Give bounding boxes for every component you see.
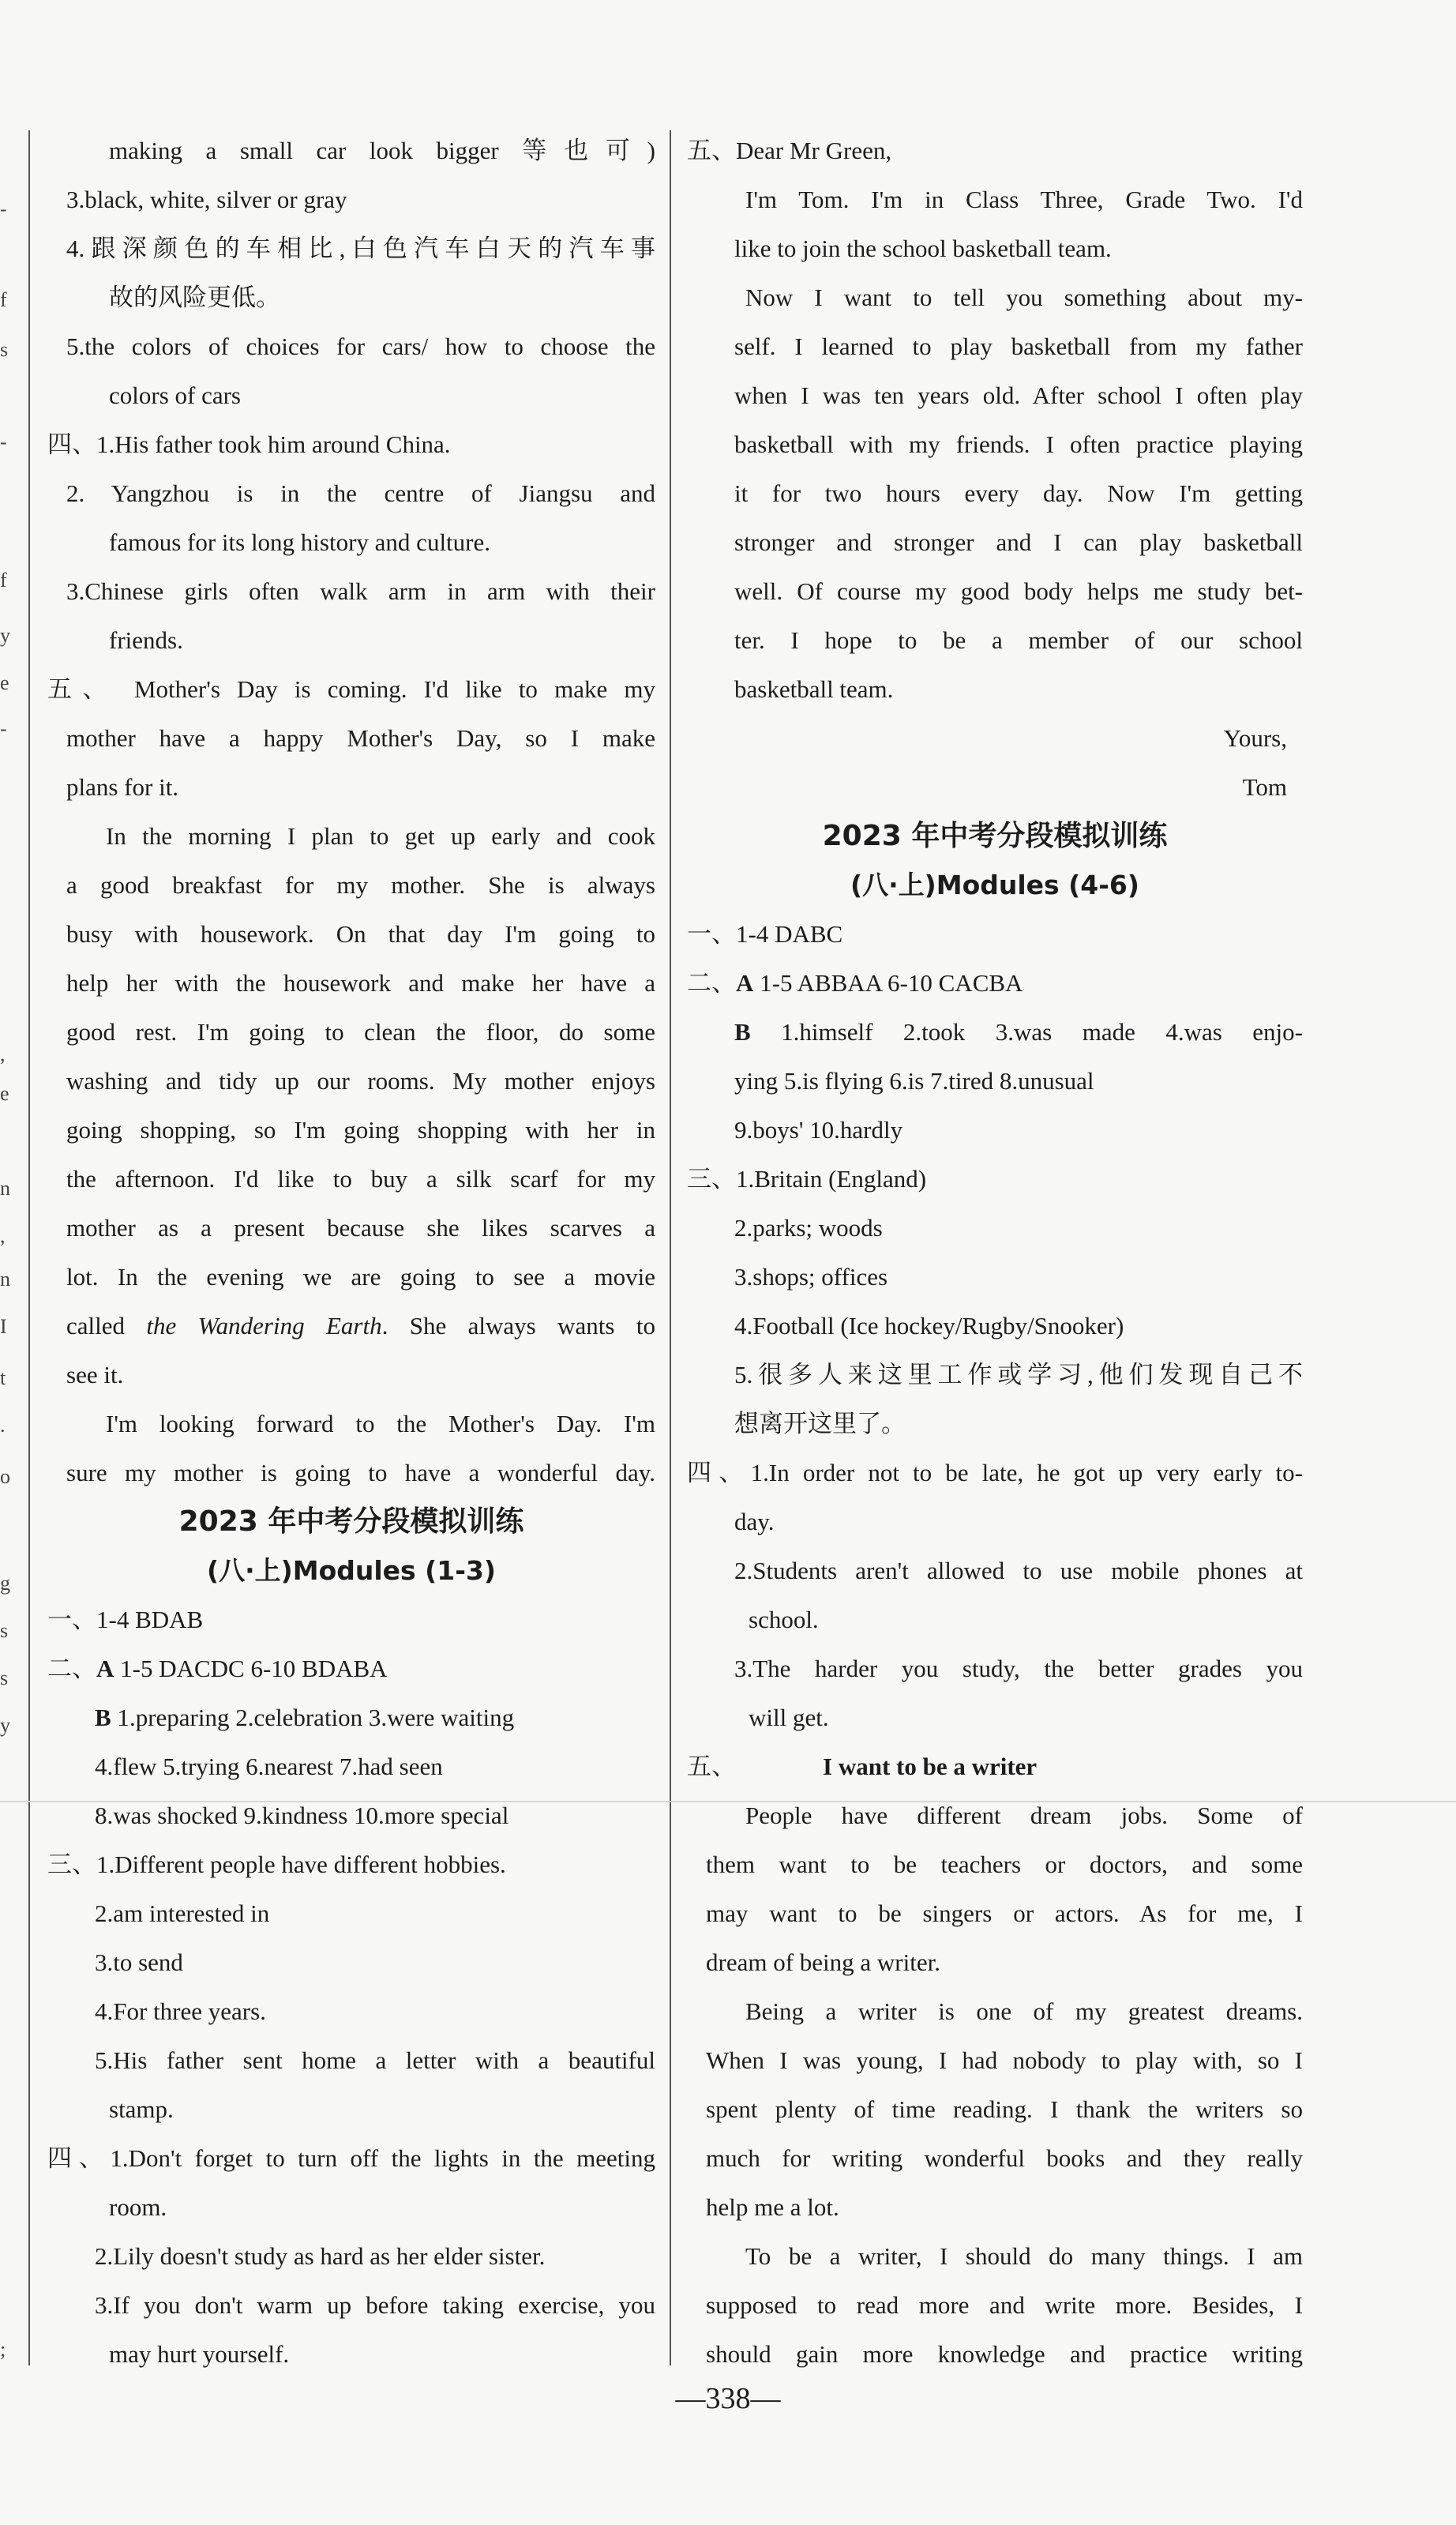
answer-line: 2.Students aren't allowed to use mobile phones at <box>734 1557 1303 1584</box>
answer-line: 一、1-4 BDAB <box>47 1606 204 1633</box>
left-margin-rule <box>28 130 30 2365</box>
answer-text: 1.himself 2.took 3.was made 4.was enjo- <box>750 1018 1303 1046</box>
essay-heading <box>687 1742 1303 1791</box>
left-column <box>47 126 655 2379</box>
margin-char: - <box>0 430 7 453</box>
text-line: 3.black, white, silver or gray <box>66 186 347 213</box>
section-number: 二、 <box>687 969 736 997</box>
essay-title: I want to be a writer <box>823 1753 1038 1780</box>
text-line: it for two hours every day. Now I'm getting <box>734 479 1303 507</box>
answer-line: 9.boys' 10.hardly <box>734 1116 903 1144</box>
margin-char: - <box>0 197 7 220</box>
text-line <box>47 1302 655 1351</box>
text-line: 五、 Mother's Day is coming. I'd like to make my <box>47 675 655 703</box>
page-number: —338— <box>675 2382 781 2415</box>
text-line: spent plenty of time reading. I thank the writers so <box>706 2095 1303 2123</box>
answer-line: room. <box>109 2193 167 2221</box>
text-line: 2. Yangzhou is in the centre of Jiangsu and <box>66 479 655 507</box>
margin-char: y <box>0 1714 10 1737</box>
text-line: well. Of course my good body helps me study bet- <box>734 577 1303 605</box>
section-subtitle: (八·上)Modules (1-3) <box>207 1555 496 1586</box>
text-line: plans for it. <box>66 773 179 801</box>
margin-char: - <box>0 717 7 740</box>
answer-line: 5.His father sent home a letter with a beautiful <box>95 2046 655 2074</box>
answer-line: 四、1.In order not to be late, he got up very early to- <box>687 1459 1303 1486</box>
text-line: when I was ten years old. After school I often play <box>734 381 1303 409</box>
text-line: Now I want to tell you something about my- <box>745 284 1303 311</box>
margin-char: . <box>0 1414 6 1437</box>
text-line: Being a writer is one of my greatest dreams. <box>745 1997 1303 2025</box>
text-line: To be a writer, I should do many things. I am <box>745 2242 1303 2270</box>
text-line: them want to be teachers or doctors, and some <box>706 1851 1303 1878</box>
text-line: sure my mother is going to have a wonderful day. <box>66 1459 655 1486</box>
text-line: mother have a happy Mother's Day, so I make <box>66 724 655 752</box>
text-line: People have different dream jobs. Some of <box>745 1802 1303 1829</box>
margin-char: s <box>0 338 9 361</box>
answer-line: 2.Lily doesn't study as hard as her elder sister. <box>95 2242 546 2270</box>
text-line: I'm looking forward to the Mother's Day. I'm <box>106 1410 655 1437</box>
text-line: dream of being a writer. <box>706 1948 940 1976</box>
right-column <box>687 126 1303 2379</box>
letter-closing: Yours, <box>1223 724 1287 752</box>
answer-line: 三、1.Different people have different hobbies. <box>47 1851 506 1878</box>
margin-char: I <box>0 1315 7 1338</box>
answer-line: 想离开这里了。 <box>734 1410 906 1437</box>
margin-char: t <box>0 1366 6 1389</box>
text-line: 4.跟深颜色的车相比,白色汽车白天的汽车事 <box>66 235 655 262</box>
answer-line <box>47 1693 655 1742</box>
part-label: A <box>96 1655 114 1682</box>
answer-line: 3.If you don't warm up before taking exercise, you <box>95 2291 655 2319</box>
column-divider <box>670 130 671 2365</box>
text-line: mother as a present because she likes scarves a <box>66 1214 655 1242</box>
answer-line: may hurt yourself. <box>109 2340 290 2368</box>
text-line: basketball with my friends. I often practice playing <box>734 430 1303 458</box>
answer-line <box>47 1644 655 1693</box>
text-line: ter. I hope to be a member of our school <box>734 626 1303 654</box>
margin-char: g <box>0 1572 10 1595</box>
text-line: supposed to read more and write more. Besides, I <box>706 2291 1303 2319</box>
text-line: self. I learned to play basketball from my father <box>734 333 1303 360</box>
text-line: busy with housework. On that day I'm going to <box>66 920 655 948</box>
section-title: 2023 年中考分段模拟训练 <box>178 1505 524 1538</box>
answer-text: 1-5 ABBAA 6-10 CACBA <box>753 969 1023 997</box>
part-label: A <box>736 969 754 997</box>
text-fragment: called <box>66 1312 147 1340</box>
text-line: making a small car look bigger 等也可) <box>109 137 655 164</box>
answer-line <box>687 959 1303 1008</box>
text-fragment: . She always wants to <box>381 1312 655 1340</box>
text-line: help her with the housework and make her have a <box>66 969 655 997</box>
text-line: 四、1.His father took him around China. <box>47 430 451 458</box>
text-line: basketball team. <box>734 675 894 703</box>
margin-char: n <box>0 1268 10 1291</box>
text-line: may want to be singers or actors. As for me, I <box>706 1899 1303 1927</box>
answer-line: 一、1-4 DABC <box>687 920 843 948</box>
text-line: 3.Chinese girls often walk arm in arm with their <box>66 577 655 605</box>
margin-char: f <box>0 288 7 311</box>
text-line: 5.the colors of choices for cars/ how to choose the <box>66 333 655 360</box>
section-title: 2023 年中考分段模拟训练 <box>822 820 1168 852</box>
answer-line: 4.For three years. <box>95 1997 266 2025</box>
answer-line: school. <box>749 1606 819 1633</box>
answer-line: 5.很多人来这里工作或学习,他们发现自己不 <box>734 1361 1303 1388</box>
text-line: friends. <box>109 626 183 654</box>
answer-line: 2.parks; woods <box>734 1214 883 1242</box>
text-line: help me a lot. <box>706 2193 839 2221</box>
text-line: 故的风险更低。 <box>109 284 280 311</box>
answer-text: 1.preparing 2.celebration 3.were waiting <box>111 1704 515 1731</box>
letter-signature: Tom <box>1242 773 1287 801</box>
margin-char: y <box>0 624 10 647</box>
answer-line: 3.to send <box>95 1948 183 1976</box>
text-line: the afternoon. I'd like to buy a silk scarf for my <box>66 1165 655 1193</box>
margin-char: n <box>0 1177 10 1200</box>
margin-char: e <box>0 671 9 694</box>
section-subtitle: (八·上)Modules (4-6) <box>850 870 1139 900</box>
answer-line: ying 5.is flying 6.is 7.tired 8.unusual <box>734 1067 1094 1095</box>
part-label: B <box>95 1704 111 1731</box>
text-line: washing and tidy up our rooms. My mother enjoys <box>66 1067 655 1095</box>
text-line: a good breakfast for my mother. She is always <box>66 871 655 899</box>
text-line: good rest. I'm going to clean the floor, do some <box>66 1018 655 1046</box>
text-line: 五、Dear Mr Green, <box>687 137 892 164</box>
text-line: much for writing wonderful books and they really <box>706 2144 1303 2172</box>
part-label: B <box>734 1018 751 1046</box>
text-line: like to join the school basketball team. <box>734 235 1112 262</box>
margin-char: ; <box>0 2338 6 2361</box>
margin-char: , <box>0 1224 6 1247</box>
answer-line: 4.flew 5.trying 6.nearest 7.had seen <box>95 1753 443 1780</box>
text-line: stronger and stronger and I can play basketball <box>734 528 1303 556</box>
answer-line: stamp. <box>109 2095 174 2123</box>
answer-line: 四、1.Don't forget to turn off the lights in the meeting <box>47 2144 655 2172</box>
answer-line: day. <box>734 1508 775 1535</box>
margin-char: s <box>0 1619 9 1642</box>
margin-char: e <box>0 1082 9 1105</box>
text-line: see it. <box>66 1361 124 1388</box>
text-line: going shopping, so I'm going shopping with her in <box>66 1116 655 1144</box>
answer-line <box>687 1008 1303 1057</box>
text-line: When I was young, I had nobody to play with, so I <box>706 2046 1303 2074</box>
margin-char: o <box>0 1465 10 1488</box>
answer-line: 3.shops; offices <box>734 1263 888 1291</box>
answer-text: 1-5 DACDC 6-10 BDABA <box>114 1655 388 1682</box>
margin-char: , <box>0 1043 6 1065</box>
section-number: 五、 <box>687 1753 736 1780</box>
margin-char: f <box>0 569 7 592</box>
answer-line: 8.was shocked 9.kindness 10.more special <box>95 1802 509 1829</box>
text-line: should gain more knowledge and practice writing <box>706 2340 1303 2368</box>
text-line: colors of cars <box>109 381 241 409</box>
answer-line: 三、1.Britain (England) <box>687 1165 927 1193</box>
text-line: famous for its long history and culture. <box>109 528 490 556</box>
section-number: 二、 <box>47 1655 96 1682</box>
text-line: In the morning I plan to get up early and cook <box>106 822 655 850</box>
answer-line: 3.The harder you study, the better grades you <box>734 1655 1303 1682</box>
answer-line: 4.Football (Ice hockey/Rugby/Snooker) <box>734 1312 1124 1340</box>
answer-line: 2.am interested in <box>95 1899 270 1927</box>
margin-char: s <box>0 1666 9 1689</box>
answer-line: will get. <box>749 1704 829 1731</box>
movie-title: the Wandering Earth <box>146 1312 382 1340</box>
text-line: I'm Tom. I'm in Class Three, Grade Two. I'd <box>745 186 1303 213</box>
text-line: lot. In the evening we are going to see a movie <box>66 1263 655 1291</box>
